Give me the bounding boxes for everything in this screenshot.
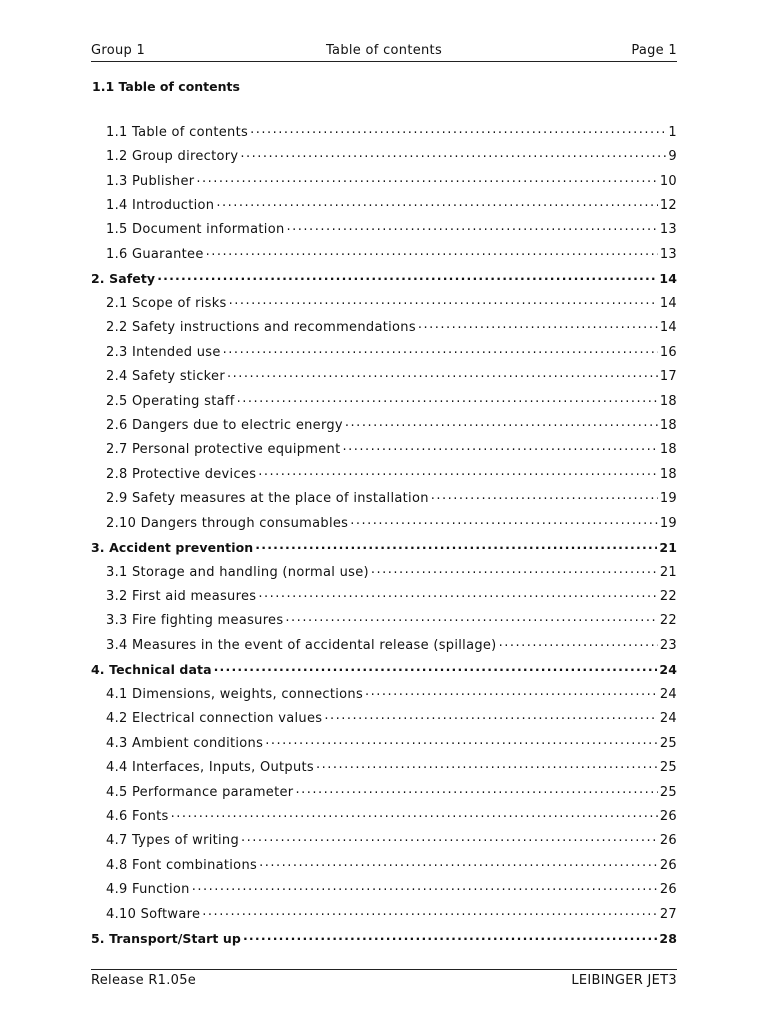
- toc-entry[interactable]: [91, 902, 677, 926]
- toc-entry[interactable]: [91, 316, 677, 340]
- toc-entry-page: 13: [659, 222, 677, 238]
- toc-dot-leader: [259, 855, 658, 870]
- toc-chapter-entry[interactable]: [91, 535, 677, 559]
- toc-dot-leader: [250, 122, 666, 137]
- toc-dot-leader: [157, 268, 657, 283]
- toc-dot-leader: [240, 146, 666, 161]
- toc-entry-label: 4.2 Electrical connection values: [106, 711, 323, 727]
- toc-dot-leader: [171, 806, 658, 821]
- toc-dot-leader: [285, 610, 657, 625]
- toc-entry-label: 2.10 Dangers through consumables: [106, 515, 349, 531]
- header-section-title: Table of contents: [325, 43, 443, 58]
- footer-release: Release R1.05e: [91, 973, 197, 988]
- toc-chapter-entry[interactable]: [91, 926, 677, 950]
- toc-entry-label: 3.4 Measures in the event of accidental release (spillage): [106, 637, 497, 653]
- toc-entry[interactable]: [91, 853, 677, 877]
- toc-entry-page: 16: [659, 344, 677, 360]
- toc-entry[interactable]: [91, 413, 677, 437]
- toc-entry[interactable]: [91, 438, 677, 462]
- toc-dot-leader: [237, 391, 658, 406]
- toc-entry[interactable]: [91, 144, 677, 168]
- toc-dot-leader: [265, 733, 658, 748]
- toc-entry-label: 4.4 Interfaces, Inputs, Outputs: [106, 760, 314, 776]
- toc-dot-leader: [214, 659, 658, 674]
- toc-dot-leader: [206, 244, 658, 259]
- toc-entry-label: 2. Safety: [91, 271, 156, 287]
- toc-entry-label: 3. Accident prevention: [91, 540, 254, 556]
- toc-entry-page: 27: [659, 906, 677, 922]
- toc-entry[interactable]: [91, 755, 677, 779]
- toc-entry[interactable]: [91, 878, 677, 902]
- toc-entry-label: 5. Transport/Start up: [91, 931, 241, 947]
- toc-entry-page: 14: [659, 295, 677, 311]
- toc-entry-label: 1.3 Publisher: [106, 173, 195, 189]
- toc-entry-label: 1.6 Guarantee: [106, 246, 204, 262]
- toc-entry-page: 26: [659, 808, 677, 824]
- toc-dot-leader: [316, 757, 658, 772]
- toc-entry-label: 1.2 Group directory: [106, 149, 239, 165]
- toc-entry-label: 4.10 Software: [106, 906, 201, 922]
- toc-entry[interactable]: [91, 218, 677, 242]
- toc-entry[interactable]: [91, 193, 677, 217]
- section-title: 1.1 Table of contents: [92, 79, 240, 94]
- toc-entry[interactable]: [91, 511, 677, 535]
- toc-entry-page: 24: [659, 662, 677, 678]
- toc-entry[interactable]: [91, 731, 677, 755]
- toc-dot-leader: [258, 586, 658, 601]
- toc-entry-page: 26: [659, 857, 677, 873]
- toc-entry-page: 26: [659, 882, 677, 898]
- toc-entry-page: 18: [659, 393, 677, 409]
- toc-dot-leader: [241, 830, 658, 845]
- toc-entry-label: 2.9 Safety measures at the place of installation: [106, 491, 429, 507]
- toc-entry[interactable]: [91, 364, 677, 388]
- toc-entry[interactable]: [91, 242, 677, 266]
- toc-dot-leader: [324, 708, 658, 723]
- toc-entry-label: 2.6 Dangers due to electric energy: [106, 417, 343, 433]
- toc-entry-page: 18: [659, 466, 677, 482]
- toc-entry-label: 4.5 Performance parameter: [106, 784, 294, 800]
- toc-entry-page: 18: [659, 442, 677, 458]
- toc-entry-label: 1.4 Introduction: [106, 198, 215, 214]
- toc-entry[interactable]: [91, 633, 677, 657]
- toc-entry-page: 22: [659, 589, 677, 605]
- toc-entry-label: 2.4 Safety sticker: [106, 369, 225, 385]
- toc-chapter-entry[interactable]: [91, 267, 677, 291]
- toc-entry[interactable]: [91, 487, 677, 511]
- toc-entry[interactable]: [91, 584, 677, 608]
- toc-dot-leader: [255, 537, 657, 552]
- toc-entry-page: 23: [659, 637, 677, 653]
- toc-entry-page: 22: [659, 613, 677, 629]
- footer-product: LEIBINGER JET3: [571, 973, 677, 988]
- header-group: Group 1: [91, 43, 146, 58]
- toc-dot-leader: [258, 464, 658, 479]
- toc-dot-leader: [499, 635, 658, 650]
- toc-entry-page: 13: [659, 246, 677, 262]
- toc-entry[interactable]: [91, 780, 677, 804]
- toc-dot-leader: [365, 684, 658, 699]
- toc-entry-label: 4.8 Font combinations: [106, 857, 258, 873]
- toc-dot-leader: [295, 782, 657, 797]
- toc-dot-leader: [431, 488, 658, 503]
- toc-entry-label: 2.8 Protective devices: [106, 466, 257, 482]
- toc-dot-leader: [371, 562, 658, 577]
- toc-entry-page: 17: [659, 369, 677, 385]
- toc-entry-page: 28: [659, 931, 677, 947]
- toc-entry-label: 4.9 Function: [106, 882, 190, 898]
- toc-entry-label: 4.1 Dimensions, weights, connections: [106, 686, 364, 702]
- toc-entry[interactable]: [91, 609, 677, 633]
- toc-entry[interactable]: [91, 169, 677, 193]
- toc-entry-page: 18: [659, 417, 677, 433]
- toc-entry-page: 9: [668, 149, 677, 165]
- toc-entry-label: 3.2 First aid measures: [106, 589, 257, 605]
- toc-dot-leader: [196, 171, 657, 186]
- toc-entry-page: 19: [659, 491, 677, 507]
- toc-entry-page: 19: [659, 515, 677, 531]
- toc-dot-leader: [227, 366, 658, 381]
- toc-entry[interactable]: [91, 389, 677, 413]
- page-header: [91, 43, 677, 62]
- toc-dot-leader: [350, 513, 658, 528]
- toc-entry-page: 25: [659, 760, 677, 776]
- toc-entry-page: 12: [659, 198, 677, 214]
- toc-entry-label: 2.2 Safety instructions and recommendations: [106, 320, 416, 336]
- toc-entry-page: 1: [668, 124, 677, 140]
- toc-entry-label: 4.6 Fonts: [106, 808, 169, 824]
- toc-chapter-entry[interactable]: [91, 658, 677, 682]
- toc-entry[interactable]: [91, 707, 677, 731]
- toc-entry-page: 25: [659, 735, 677, 751]
- toc-dot-leader: [287, 219, 658, 234]
- toc-entry-label: 3.3 Fire fighting measures: [106, 613, 284, 629]
- toc-entry[interactable]: [91, 829, 677, 853]
- toc-entry-page: 24: [659, 711, 677, 727]
- toc-dot-leader: [216, 195, 658, 210]
- toc-entry-page: 14: [659, 271, 677, 287]
- toc-entry-page: 21: [659, 540, 677, 556]
- toc-dot-leader: [192, 879, 658, 894]
- toc-entry[interactable]: [91, 340, 677, 364]
- toc-dot-leader: [418, 317, 658, 332]
- toc-entry-label: 4.7 Types of writing: [106, 833, 240, 849]
- toc-dot-leader: [343, 439, 658, 454]
- toc-entry-label: 4.3 Ambient conditions: [106, 735, 264, 751]
- toc-dot-leader: [223, 342, 658, 357]
- toc-entry-label: 2.1 Scope of risks: [106, 295, 227, 311]
- toc-entry-label: 1.1 Table of contents: [106, 124, 249, 140]
- toc-entry[interactable]: [91, 120, 677, 144]
- toc-entry[interactable]: [91, 682, 677, 706]
- toc-entry-page: 24: [659, 686, 677, 702]
- toc-entry[interactable]: [91, 291, 677, 315]
- toc-dot-leader: [243, 928, 657, 943]
- toc-entry[interactable]: [91, 560, 677, 584]
- table-of-contents: [91, 120, 677, 951]
- toc-entry-label: 3.1 Storage and handling (normal use): [106, 564, 369, 580]
- toc-dot-leader: [229, 293, 658, 308]
- page-footer: [91, 969, 677, 991]
- toc-entry-page: 14: [659, 320, 677, 336]
- toc-entry[interactable]: [91, 804, 677, 828]
- header-page-number: Page 1: [631, 43, 677, 58]
- toc-entry-label: 2.3 Intended use: [106, 344, 221, 360]
- toc-dot-leader: [202, 904, 658, 919]
- toc-entry-page: 10: [659, 173, 677, 189]
- toc-entry-page: 26: [659, 833, 677, 849]
- toc-entry[interactable]: [91, 462, 677, 486]
- toc-entry-label: 2.7 Personal protective equipment: [106, 442, 341, 458]
- toc-entry-label: 2.5 Operating staff: [106, 393, 235, 409]
- toc-entry-page: 21: [659, 564, 677, 580]
- toc-entry-label: 4. Technical data: [91, 662, 212, 678]
- toc-dot-leader: [345, 415, 658, 430]
- toc-entry-label: 1.5 Document information: [106, 222, 285, 238]
- toc-entry-page: 25: [659, 784, 677, 800]
